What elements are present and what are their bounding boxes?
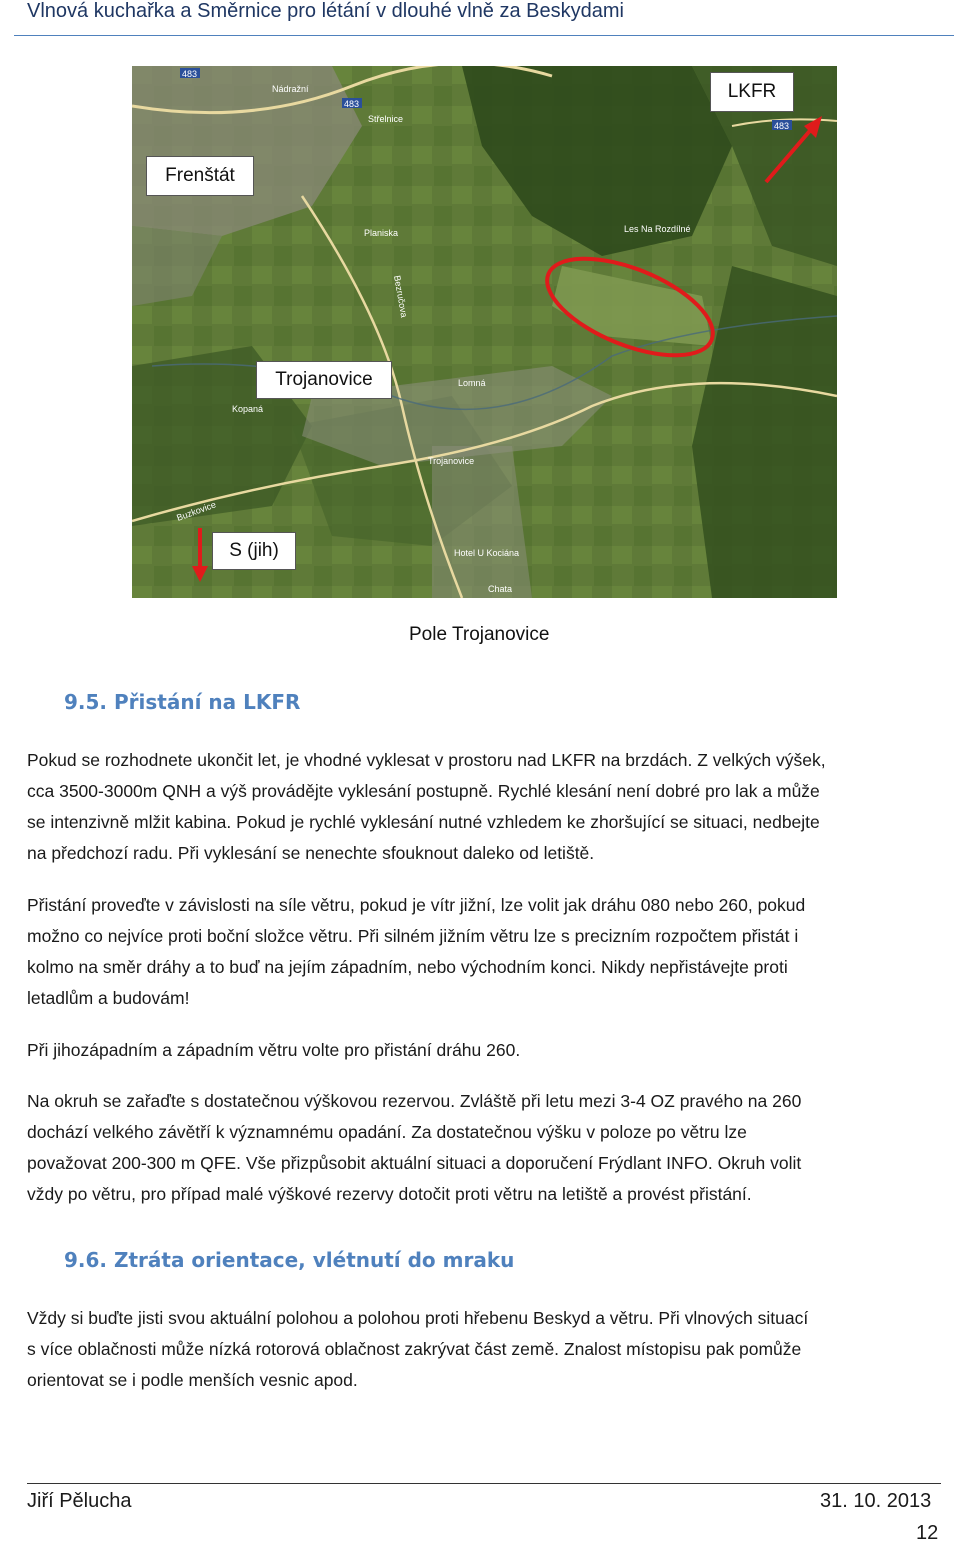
paragraph-line: Přistání proveďte v závislosti na síle větru, pokud je vítr jižní, lze volit jak dráhu 080 nebo 260, pokud <box>27 895 806 915</box>
map-name-strelnice: Střelnice <box>368 114 404 124</box>
map-name-trojanovice: Trojanovice <box>428 456 475 466</box>
map-caption: Pole Trojanovice <box>409 624 550 645</box>
paragraph-line: Vždy si buďte jisti svou aktuální polohou a polohou proti hřebenu Beskyd a větru. Při vlnových situací <box>27 1308 809 1328</box>
paragraph-4 <box>27 1086 940 1210</box>
paragraph-line: považovat 200-300 m QFE. Vše přizpůsobit aktuální situaci a doporučení Frýdlant INFO. Okruh volit <box>27 1153 802 1173</box>
paragraph-line: dochází velkého závětří k významnému opadání. Za dostatečnou výšku v poloze po větru lze <box>27 1122 747 1142</box>
paragraph-line: orientovat se i podle menších vesnic apod. <box>27 1370 358 1390</box>
road-shield-483-c: 483 <box>774 121 790 131</box>
map-name-buzkovice: Buzkovice <box>175 499 218 523</box>
map-name-kopana: Kopaná <box>232 404 264 414</box>
map-name-chata: Chata <box>488 584 513 594</box>
paragraph-line: letadlům a budovám! <box>27 988 190 1008</box>
paragraph-line: Při jihozápadním a západním větru volte pro přistání dráhu 260. <box>27 1040 521 1060</box>
map-label-frenstat: Frenštát <box>146 156 254 196</box>
paragraph-line: cca 3500-3000m QNH a výš provádějte vyklesání postupně. Rychlé klesání není dobré pro lak a může <box>27 781 820 801</box>
map-name-planiska: Planiska <box>364 228 399 238</box>
paragraph-line: na předchozí radu. Při vyklesání se nenechte sfouknout daleko od letiště. <box>27 843 595 863</box>
paragraph-line: s více oblačnosti může nízká rotorová oblačnost zakrývat část země. Znalost místopisu pak pomůže <box>27 1339 802 1359</box>
section-heading-9-5: 9.5. Přistání na LKFR <box>64 690 301 714</box>
paragraph-5 <box>27 1303 940 1396</box>
map-label-trojanovice: Trojanovice <box>256 361 392 399</box>
footer-rule <box>27 1483 941 1484</box>
satellite-map <box>132 66 837 598</box>
paragraph-2 <box>27 890 940 1014</box>
paragraph-line: se intenzivně mlžit kabina. Pokud je rychlé vyklesání nutné vzhledem ke zhoršující se situaci, nedbejte <box>27 812 820 832</box>
footer-author: Jiří Pělucha <box>27 1490 132 1512</box>
map-name-hotel: Hotel U Kociána <box>454 548 520 558</box>
paragraph-line: Pokud se rozhodnete ukončit let, je vhodné vyklesat v prostoru nad LKFR na brzdách. Z velkých výšek, <box>27 750 826 770</box>
road-shield-483-a: 483 <box>182 69 198 79</box>
paragraph-line: Na okruh se zařaďte s dostatečnou výškovou rezervou. Zvláště při letu mezi 3-4 OZ pravého na 260 <box>27 1091 802 1111</box>
paragraph-3 <box>27 1035 940 1066</box>
footer-date: 31. 10. 2013 <box>820 1490 932 1512</box>
paragraph-1 <box>27 745 940 869</box>
map-name-nadrazni: Nádražní <box>272 84 309 94</box>
page-number: 12 <box>916 1522 939 1544</box>
map-name-les-na-rozdilne: Les Na Rozdílné <box>624 224 691 234</box>
map-label-lkfr: LKFR <box>710 72 794 112</box>
paragraph-line: vždy po větru, pro případ malé výškové rezervy dotočit proti větru na letiště a provést přistání. <box>27 1184 752 1204</box>
section-heading-9-6: 9.6. Ztráta orientace, vlétnutí do mraku <box>64 1248 515 1272</box>
running-header: Vlnová kuchařka a Směrnice pro létání v dlouhé vlně za Beskydami <box>27 0 624 22</box>
header-rule <box>14 35 954 36</box>
map-name-bezrucova: Bezručova <box>392 274 410 319</box>
map-name-lomna: Lomná <box>458 378 486 388</box>
paragraph-line: možno co nejvíce proti boční složce větru. Při silném jižním větru lze s precizním rozpočtem přistát i <box>27 926 799 946</box>
paragraph-line: kolmo na směr dráhy a to buď na jejím západním, nebo východním konci. Nikdy nepřistávejte proti <box>27 957 788 977</box>
map-label-south: S (jih) <box>212 532 296 570</box>
road-shield-483-b: 483 <box>344 99 360 109</box>
map-graphic <box>132 66 837 598</box>
